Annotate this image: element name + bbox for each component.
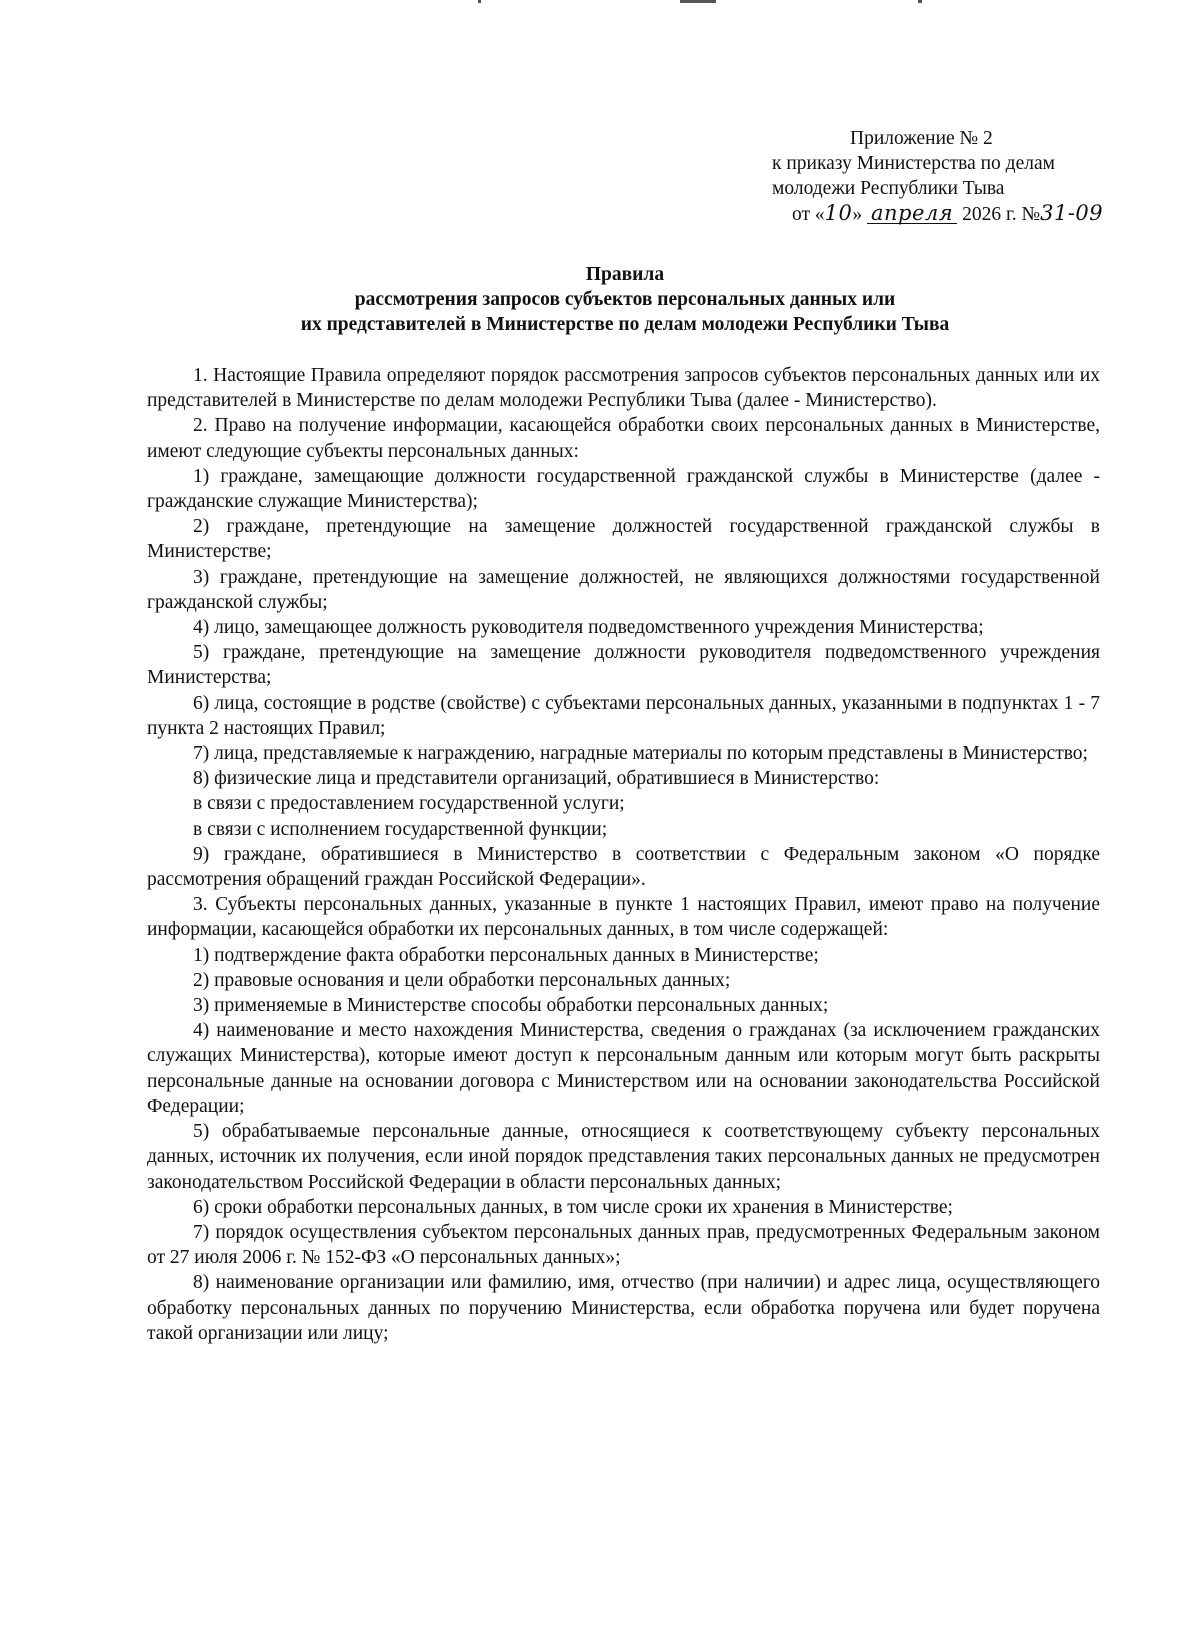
title-line: рассмотрения запросов субъектов персональных данных или xyxy=(354,289,896,310)
paragraph: 5) обрабатываемые персональные данные, относящиеся к соответствующему субъекту персональных данных, источник их получения, если иной порядок представления таких персональных данных не предусмотрен законодательством Российской Федерации в области персональных данных; xyxy=(147,1121,1100,1193)
paragraph: 1. Настоящие Правила определяют порядок рассмотрения запросов субъектов персональных данных или их представителей в Министерстве по делам молодежи Республики Тыва (далее - Министерство). xyxy=(147,365,1100,412)
appendix-line: к приказу Министерства по делам xyxy=(772,153,1055,174)
date-year: 2026 г. № xyxy=(957,204,1041,225)
paragraph: 6) лица, состоящие в родстве (свойстве) с субъектами персональных данных, указанными в подпунктах 1 - 7 пункта 2 настоящих Правил; xyxy=(147,692,1100,739)
paragraph: 8) физические лица и представители организаций, обратившиеся в Министерство: xyxy=(193,768,880,790)
title-line: их представителей в Министерстве по делам молодежи Республики Тыва xyxy=(300,314,950,335)
paragraph: 2) граждане, претендующие на замещение должностей государственной гражданской службы в Министерстве; xyxy=(147,516,1100,563)
title-line: Правила xyxy=(585,264,665,285)
date-prefix: от « xyxy=(792,204,825,225)
order-date-line xyxy=(772,201,1112,227)
paragraph: 4) наименование и место нахождения Министерства, сведения о гражданах (за исключением гражданских служащих Министерства), которые имеют доступ к персональным данным или которым могут быть раскрыты персональные данные на основании договора с Министерством или на основании законодательства Российской Федерации; xyxy=(147,1020,1100,1117)
document-body xyxy=(147,363,1100,1346)
paragraph: 1) подтверждение факта обработки персональных данных в Министерстве; xyxy=(193,944,819,966)
paragraph: 1) граждане, замещающие должности государственной гражданской службы в Министерстве (далее - гражданские служащие Министерства); xyxy=(147,465,1100,513)
handwritten-order-number: 31-09 xyxy=(1040,201,1104,225)
paragraph: 5) граждане, претендующие на замещение должности руководителя подведомственного учреждения Министерства; xyxy=(147,642,1100,689)
appendix-line: молодежи Республики Тыва xyxy=(772,178,1005,199)
handwritten-month: апреля xyxy=(867,203,957,224)
scan-mark xyxy=(478,0,481,3)
paragraph: 4) лицо, замещающее должность руководителя подведомственного учреждения Министерства; xyxy=(193,617,984,639)
paragraph: 3) применяемые в Министерстве способы обработки персональных данных; xyxy=(193,995,829,1017)
paragraph: в связи с исполнением государственной функции; xyxy=(193,818,608,840)
appendix-line: Приложение № 2 xyxy=(850,128,993,149)
scan-mark xyxy=(680,0,716,3)
scan-artifacts xyxy=(0,0,1200,12)
paragraph: 6) сроки обработки персональных данных, в том числе сроки их хранения в Министерстве; xyxy=(193,1196,953,1218)
paragraph: 8) наименование организации или фамилию, имя, отчество (при наличии) и адрес лица, осуществляющего обработку персональных данных по поручению Министерства, если обработка поручена или будет поручена такой организации или лицу; xyxy=(147,1272,1100,1344)
paragraph: в связи с предоставлением государственной услуги; xyxy=(193,793,625,815)
paragraph: 3) граждане, претендующие на замещение должностей, не являющихся должностями государственной гражданской службы; xyxy=(147,566,1100,613)
handwritten-day: 10 xyxy=(824,201,853,225)
paragraph: 7) порядок осуществления субъектом персональных данных прав, предусмотренных Федеральным законом от 27 июля 2006 г. № 152-ФЗ «О персональных данных»; xyxy=(147,1221,1100,1269)
paragraph: 2) правовые основания и цели обработки персональных данных; xyxy=(193,969,731,991)
paragraph: 2. Право на получение информации, касающейся обработки своих персональных данных в Министерстве, имеют следующие субъекты персональных данных: xyxy=(147,415,1100,462)
paragraph: 7) лица, представляемые к награждению, наградные материалы по которым представлены в Министерство; xyxy=(193,743,1088,765)
document-title xyxy=(150,262,1100,337)
scan-mark xyxy=(918,0,922,3)
paragraph: 9) граждане, обратившиеся в Министерство в соответствии с Федеральным законом «О порядке рассмотрения обращений граждан Российской Федерации». xyxy=(147,843,1100,891)
date-mid: » xyxy=(852,204,867,225)
paragraph: 3. Субъекты персональных данных, указанные в пункте 1 настоящих Правил, имеют право на получение информации, касающейся обработки их персональных данных, в том числе содержащей: xyxy=(147,894,1100,941)
appendix-header xyxy=(772,126,1112,227)
